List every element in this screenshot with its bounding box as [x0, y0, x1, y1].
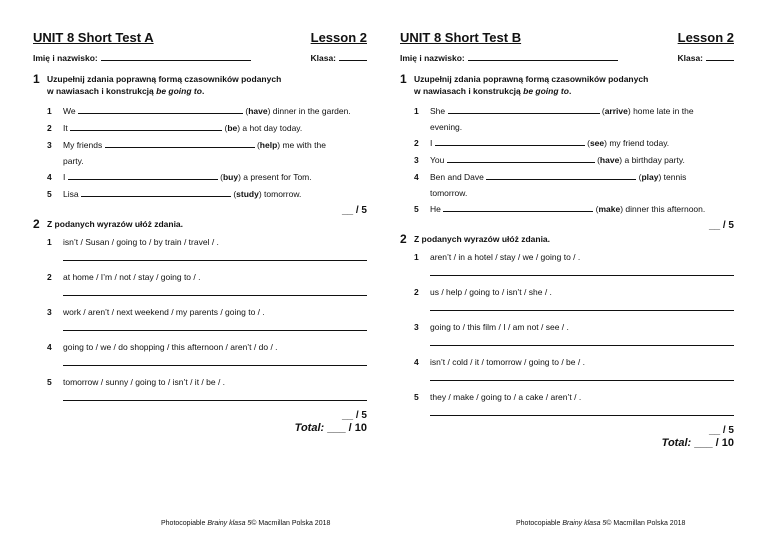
list-item	[414, 250, 734, 276]
item-text: ) a present for Tom.	[238, 172, 312, 182]
item-number: 2	[47, 272, 52, 282]
instruction-line: w nawiasach i konstrukcją	[47, 86, 157, 96]
verb-hint: have	[248, 106, 268, 116]
item-text: ) my friend today.	[604, 138, 670, 148]
instruction-line: Uzupełnij zdania poprawną formą czasowników podanych	[47, 74, 282, 84]
instruction-emphasis: be going to	[156, 86, 202, 96]
task-2-heading	[400, 233, 734, 245]
task-number: 1	[400, 72, 407, 86]
footer-text: Photocopiable	[161, 520, 208, 527]
item-text: My friends	[63, 140, 103, 150]
list-item: 2 I (see) my friend today.	[414, 135, 734, 152]
test-b-header	[400, 30, 734, 45]
task-1-items	[47, 103, 367, 203]
test-a-header	[33, 30, 367, 45]
list-item	[414, 390, 734, 416]
lesson-label: Lesson 2	[310, 30, 367, 45]
answer-line[interactable]	[63, 320, 367, 331]
item-text: isn’t / cold / it / tomorrow / going to / be / .	[430, 357, 585, 367]
item-text: ) home late in the	[627, 106, 694, 116]
list-item: 3 You (have) a birthday party.	[414, 152, 734, 169]
answer-blank[interactable]	[486, 171, 636, 180]
list-item: 2 It (be) a hot day today.	[47, 120, 367, 137]
task-1-score: __ / 5	[341, 205, 367, 216]
item-number: 4	[414, 172, 419, 182]
verb-hint: play	[641, 172, 659, 182]
task-2-score: __ / 5	[341, 410, 367, 421]
list-item	[414, 320, 734, 346]
list-item: 1 We (have) dinner in the garden.	[47, 103, 367, 120]
class-field[interactable]	[339, 52, 367, 61]
item-number: 2	[47, 123, 52, 133]
item-number: 4	[47, 172, 52, 182]
item-text: work / aren’t / next weekend / my parents / going to / .	[63, 307, 265, 317]
class-field[interactable]	[706, 52, 734, 61]
answer-blank[interactable]	[447, 154, 595, 163]
test-a-content	[33, 30, 367, 434]
footer-text: © Macmillan Polska 2018	[606, 520, 686, 527]
task-1-score: __ / 5	[708, 220, 734, 231]
answer-line[interactable]	[430, 335, 734, 346]
list-item	[414, 285, 734, 311]
list-item: 5 He (make) dinner this afternoon.	[414, 201, 734, 218]
task-2-score: __ / 5	[708, 425, 734, 436]
item-text: ) tennis	[658, 172, 687, 182]
answer-blank[interactable]	[78, 105, 243, 114]
test-b-page	[384, 0, 768, 543]
test-title: UNIT 8 Short Test B	[400, 30, 522, 45]
total-score	[33, 422, 367, 434]
item-number: 5	[47, 377, 52, 387]
item-text: aren’t / in a hotel / stay / we / going to / .	[430, 252, 581, 262]
list-item	[47, 305, 367, 331]
item-text: ) dinner this afternoon.	[620, 204, 706, 214]
item-text: isn’t / Susan / going to / by train / travel / .	[63, 237, 219, 247]
list-item: 1 She (arrive) home late in the	[414, 103, 734, 120]
total-value: ___ / 10	[694, 437, 734, 449]
item-number: 4	[47, 342, 52, 352]
item-number: 3	[47, 307, 52, 317]
verb-hint: be	[227, 123, 238, 133]
item-number: 3	[47, 140, 52, 150]
answer-line[interactable]	[63, 250, 367, 261]
footer-title: Brainy klasa 5	[207, 520, 252, 527]
item-number: 1	[414, 252, 419, 262]
instruction-line: w nawiasach i konstrukcją	[414, 86, 524, 96]
item-text: Lisa	[63, 189, 79, 199]
lesson-label: Lesson 2	[677, 30, 734, 45]
item-text: ) a birthday party.	[619, 155, 685, 165]
task-1-items	[414, 103, 734, 218]
test-title: UNIT 8 Short Test A	[33, 30, 154, 45]
task-instruction: Z podanych wyrazów ułóż zdania.	[414, 234, 551, 244]
answer-blank[interactable]	[81, 188, 231, 197]
item-text: I	[63, 172, 66, 182]
verb-hint: see	[589, 138, 605, 148]
item-text: they / make / going to / a cake / aren’t / .	[430, 392, 582, 402]
item-text: It	[63, 123, 68, 133]
item-text: We	[63, 106, 76, 116]
class-label: Klasa:	[310, 53, 336, 63]
item-number: 1	[414, 106, 419, 116]
item-text: ) me with the	[277, 140, 326, 150]
item-text: ) dinner in the garden.	[267, 106, 351, 116]
task-number: 1	[33, 72, 40, 86]
task-number: 2	[400, 232, 407, 246]
answer-blank[interactable]	[435, 137, 585, 146]
footer-text: Photocopiable	[516, 520, 563, 527]
item-text: ) tomorrow.	[258, 189, 302, 199]
total-value: ___ / 10	[327, 422, 367, 434]
answer-blank[interactable]	[105, 139, 255, 148]
answer-line[interactable]	[63, 355, 367, 366]
list-item	[47, 235, 367, 261]
item-number: 1	[47, 237, 52, 247]
item-text: He	[430, 204, 441, 214]
list-item: 4 Ben and Dave (play) tennis	[414, 169, 734, 186]
task-1-heading	[400, 73, 734, 97]
item-number: 5	[414, 204, 419, 214]
item-text: She	[430, 106, 446, 116]
item-text: going to / this film / I / am not / see / .	[430, 322, 569, 332]
item-continuation: tomorrow.	[430, 188, 468, 198]
instruction-period: .	[201, 86, 205, 96]
item-text: us / help / going to / isn’t / she / .	[430, 287, 552, 297]
task-instruction	[47, 73, 281, 97]
answer-line[interactable]	[430, 370, 734, 381]
list-item: 4 I (buy) a present for Tom.	[47, 169, 367, 186]
item-text: ) a hot day today.	[237, 123, 303, 133]
footer-text: © Macmillan Polska 2018	[251, 520, 331, 527]
name-row	[400, 52, 734, 63]
item-number: 3	[414, 155, 419, 165]
total-label: Total:	[294, 422, 325, 434]
list-item	[47, 375, 367, 401]
instruction-line: Uzupełnij zdania poprawną formą czasowników podanych	[414, 74, 649, 84]
item-text: I	[430, 138, 433, 148]
item-number: 3	[414, 322, 419, 332]
item-continuation: evening.	[430, 122, 463, 132]
list-item	[414, 355, 734, 381]
verb-hint: study	[236, 189, 259, 199]
answer-blank[interactable]	[68, 171, 218, 180]
answer-blank[interactable]	[70, 122, 222, 131]
task-instruction	[414, 73, 648, 97]
footer	[161, 520, 330, 527]
item-number: 2	[414, 287, 419, 297]
item-text: at home / I’m / not / stay / going to / .	[63, 272, 201, 282]
verb-hint: buy	[222, 172, 239, 182]
class-label: Klasa:	[677, 53, 703, 63]
verb-hint: arrive	[604, 106, 628, 116]
answer-blank[interactable]	[443, 203, 593, 212]
task-number: 2	[33, 217, 40, 231]
instruction-emphasis: be going to	[523, 86, 569, 96]
answer-line[interactable]	[430, 405, 734, 416]
name-row	[33, 52, 367, 63]
test-b-content	[400, 30, 734, 449]
name-label: Imię i nazwisko:	[400, 53, 465, 63]
answer-line[interactable]	[430, 300, 734, 311]
footer	[516, 520, 685, 527]
item-number: 1	[47, 106, 52, 116]
item-text: going to / we / do shopping / this afternoon / aren’t / do / .	[63, 342, 278, 352]
answer-line[interactable]	[63, 285, 367, 296]
task-1-heading	[33, 73, 367, 97]
footer-title: Brainy klasa 5	[562, 520, 607, 527]
verb-hint: help	[259, 140, 278, 150]
name-field[interactable]	[101, 52, 251, 61]
item-number: 5	[47, 189, 52, 199]
item-number: 2	[414, 138, 419, 148]
answer-blank[interactable]	[448, 105, 600, 114]
item-text: tomorrow / sunny / going to / isn’t / it / be / .	[63, 377, 226, 387]
item-text: Ben and Dave	[430, 172, 484, 182]
item-text: You	[430, 155, 445, 165]
name-label: Imię i nazwisko:	[33, 53, 98, 63]
list-item	[47, 340, 367, 366]
total-label: Total:	[661, 437, 692, 449]
item-number: 5	[414, 392, 419, 402]
task-2-heading	[33, 218, 367, 230]
total-score	[400, 437, 734, 449]
answer-line[interactable]	[63, 390, 367, 401]
instruction-period: .	[568, 86, 572, 96]
verb-hint: have	[599, 155, 620, 165]
task-instruction: Z podanych wyrazów ułóż zdania.	[47, 219, 184, 229]
list-item: 5 Lisa (study) tomorrow.	[47, 186, 367, 203]
name-field[interactable]	[468, 52, 618, 61]
list-item	[47, 270, 367, 296]
list-item: 3 My friends (help) me with the	[47, 137, 367, 154]
item-number: 4	[414, 357, 419, 367]
item-continuation: party.	[63, 156, 84, 166]
verb-hint: make	[598, 204, 621, 214]
answer-line[interactable]	[430, 265, 734, 276]
